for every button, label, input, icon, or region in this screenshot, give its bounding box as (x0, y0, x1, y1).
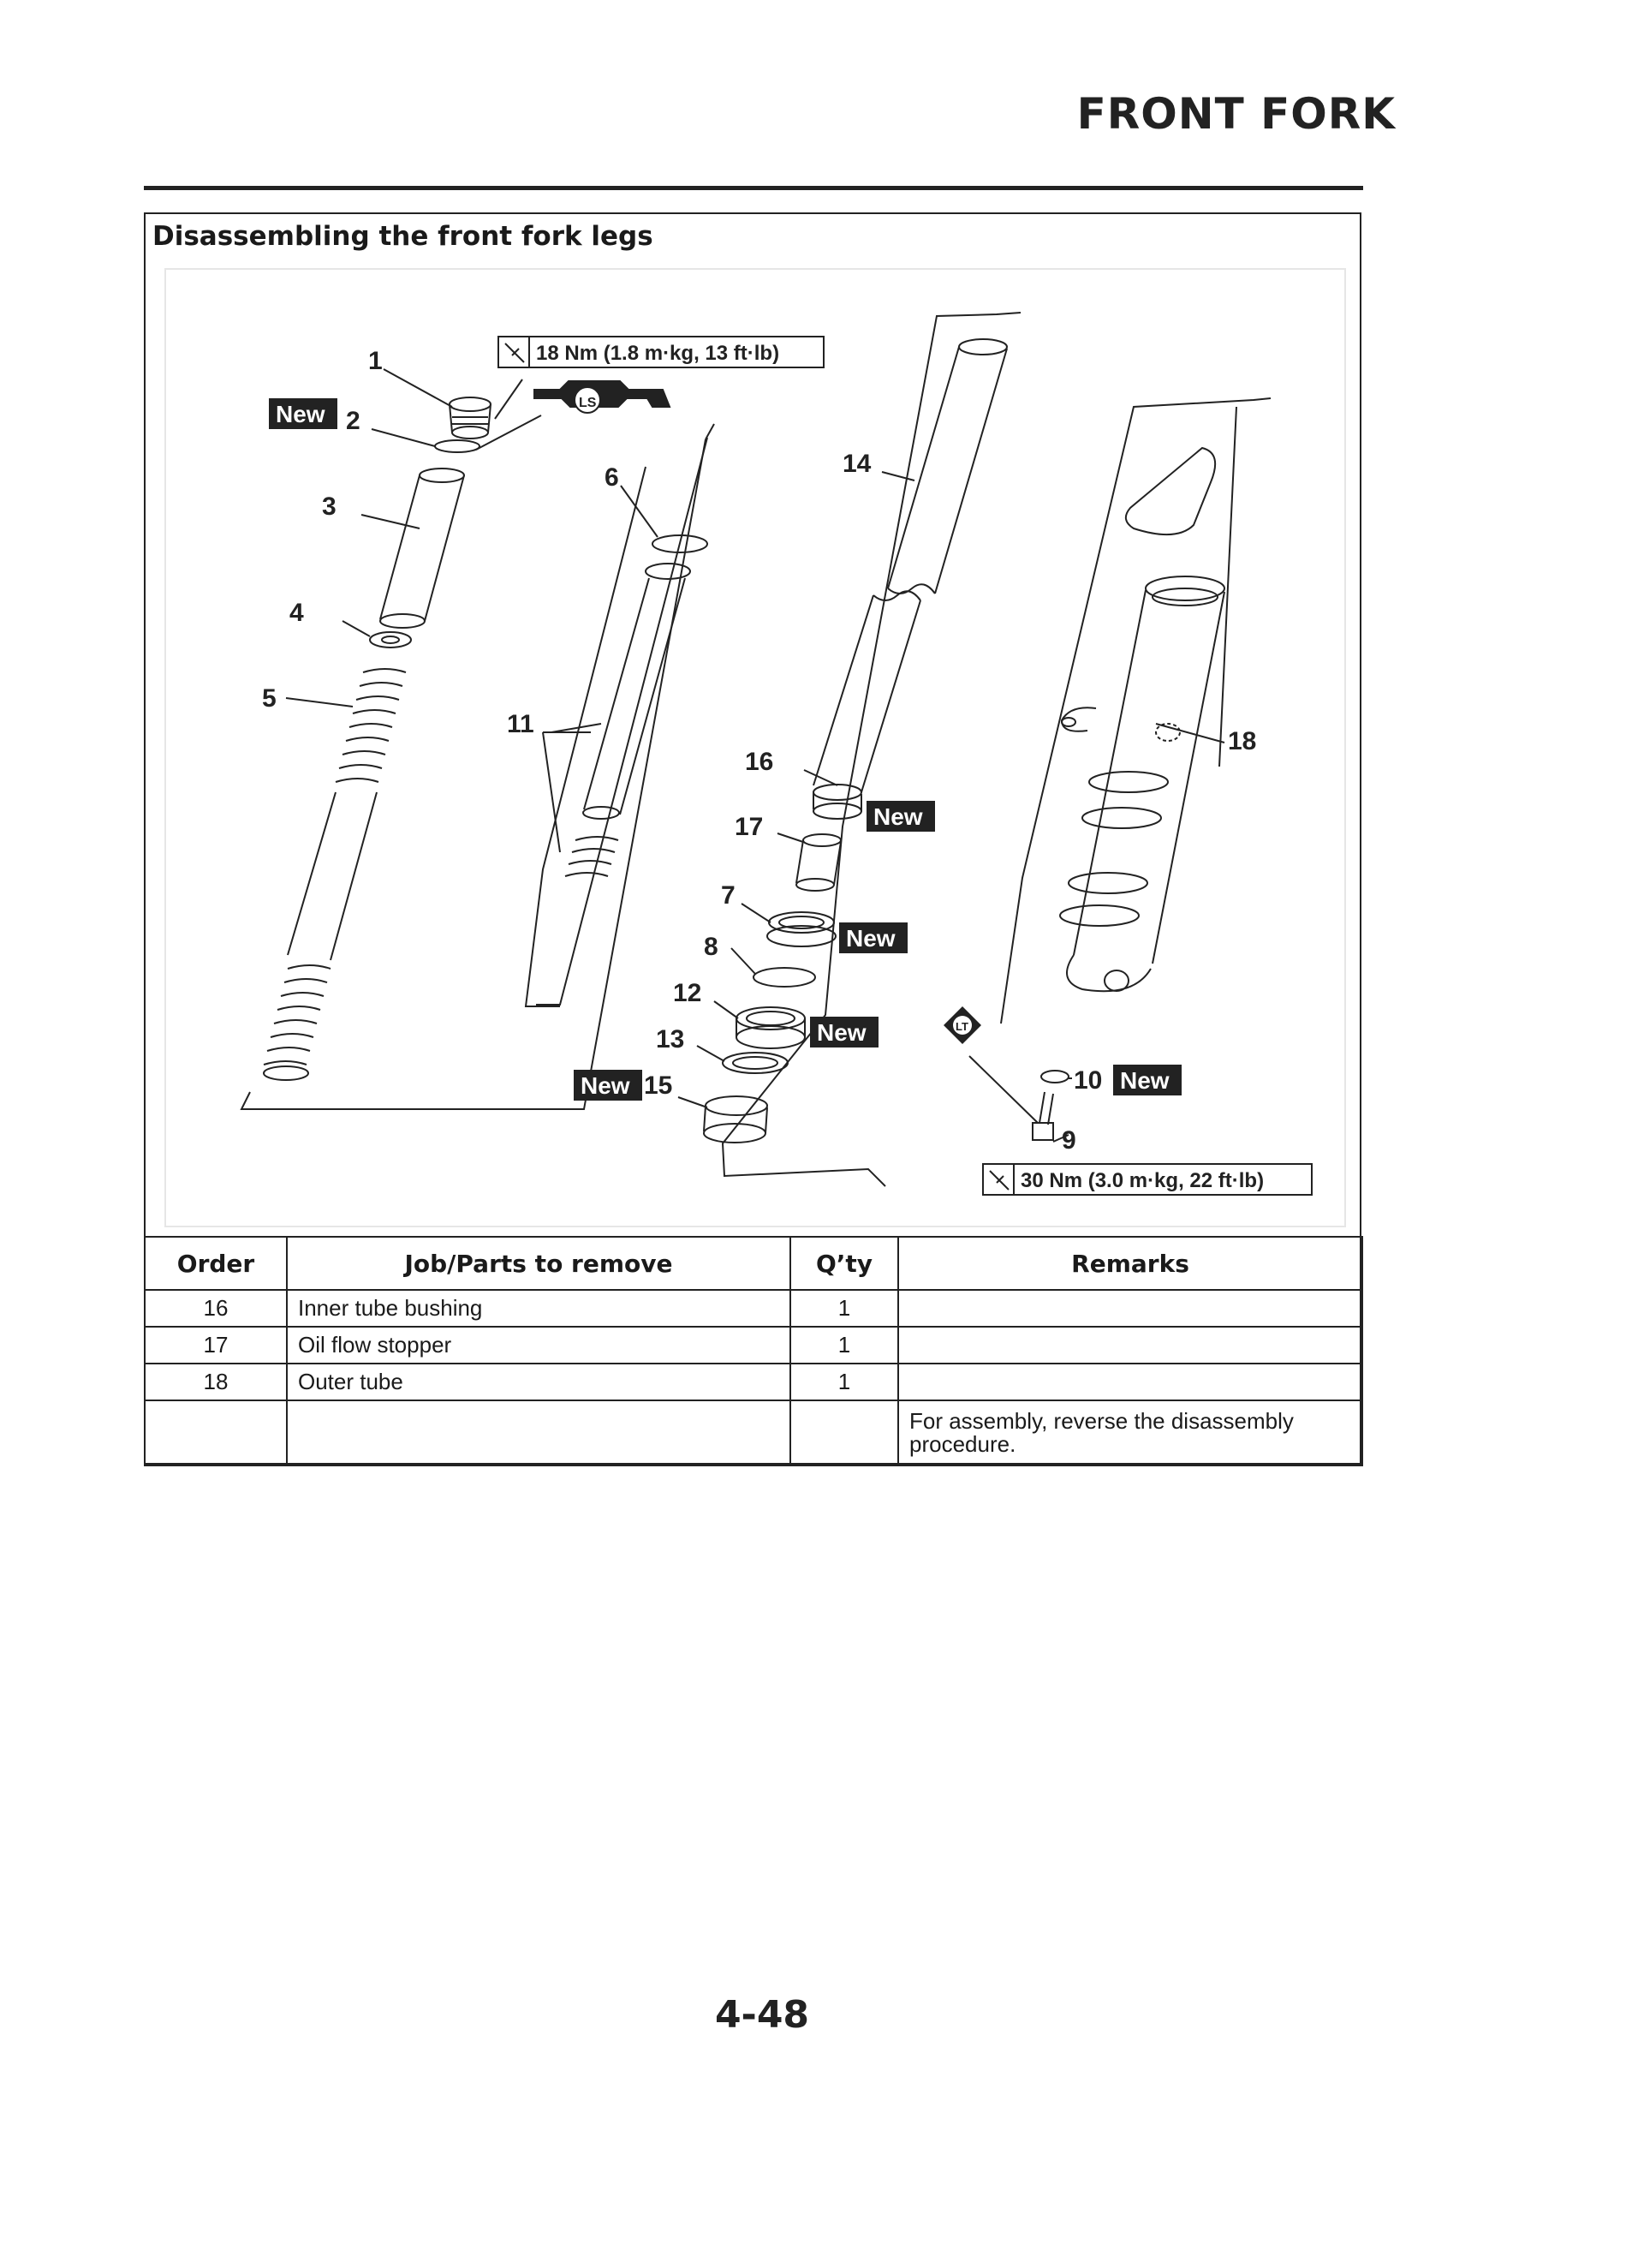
column-header-order: Order (145, 1237, 287, 1290)
cell-remarks (898, 1364, 1362, 1400)
callout-10: 10 (1074, 1066, 1103, 1095)
torque-spec-top-text: 18 Nm (1.8 m·kg, 13 ft·lb) (536, 342, 780, 365)
part-2-o-ring (435, 440, 480, 452)
callout-8: 8 (704, 933, 718, 961)
svg-text:New: New (276, 401, 325, 427)
part-1-cap-bolt (450, 397, 491, 439)
callout-9: 9 (1062, 1126, 1076, 1155)
torque-spec-bottom (983, 1164, 1312, 1195)
table-row (145, 1290, 1362, 1327)
table-row (145, 1364, 1362, 1400)
callout-7: 7 (721, 881, 736, 910)
new-label-part-2 (269, 398, 337, 429)
new-label-part-7 (839, 922, 908, 953)
part-4-washer (370, 632, 411, 648)
part-11-damper-rod (565, 564, 690, 876)
part-3-spacer (380, 469, 464, 628)
callout-11: 11 (507, 710, 534, 738)
part-12-oil-seal (736, 1007, 805, 1048)
part-16-inner-bushing (813, 785, 861, 819)
column-header-part: Job/Parts to remove (287, 1237, 790, 1290)
callout-2: 2 (346, 407, 360, 435)
page-header-title: FRONT FORK (1076, 89, 1396, 139)
part-18-outer-tube (1060, 448, 1224, 991)
new-label-part-16 (867, 801, 935, 832)
exploded-diagram (164, 268, 1346, 1227)
cell-order: 17 (145, 1327, 287, 1364)
group-outline-spring (241, 439, 706, 1109)
part-9-damper-bolt (1033, 1092, 1053, 1140)
svg-text:New: New (873, 803, 923, 830)
new-label-part-10 (1113, 1065, 1182, 1095)
cell-qty: 1 (790, 1327, 898, 1364)
cell-remarks (898, 1327, 1362, 1364)
cell-qty (790, 1400, 898, 1465)
column-header-qty: Q’ty (790, 1237, 898, 1290)
part-5-spring (264, 669, 406, 1080)
part-15-outer-bushing (704, 1096, 767, 1143)
part-10-copper-washer (1041, 1071, 1069, 1083)
callout-17: 17 (735, 813, 764, 841)
ls-grease-symbol (534, 381, 670, 407)
callout-15: 15 (644, 1071, 673, 1100)
callout-5: 5 (262, 684, 277, 713)
new-label-part-15 (574, 1070, 642, 1101)
callout-6: 6 (605, 463, 619, 492)
callout-4: 4 (289, 599, 304, 627)
callout-13: 13 (656, 1025, 685, 1053)
cell-qty: 1 (790, 1364, 898, 1400)
header-divider (144, 186, 1363, 190)
lt-locktite-symbol (944, 1006, 981, 1044)
svg-text:New: New (1120, 1067, 1170, 1094)
table-header-row (145, 1237, 1362, 1290)
torque-spec-top (498, 337, 824, 367)
cell-part (287, 1400, 790, 1465)
part-17-oil-flow-stopper (796, 834, 841, 891)
svg-text:New: New (581, 1072, 630, 1099)
torque-spec-bottom-text: 30 Nm (3.0 m·kg, 22 ft·lb) (1021, 1169, 1265, 1192)
column-header-remarks: Remarks (898, 1237, 1362, 1290)
cell-part: Outer tube (287, 1364, 790, 1400)
table-row (145, 1400, 1362, 1465)
group-outline-outer (1001, 398, 1271, 1024)
callout-3: 3 (322, 492, 337, 521)
new-label-part-12 (810, 1017, 879, 1047)
cell-order: 16 (145, 1290, 287, 1327)
svg-text:New: New (817, 1019, 867, 1046)
group-outline-outer-right (1219, 407, 1236, 767)
svg-text:New: New (846, 925, 896, 952)
callout-18: 18 (1228, 727, 1257, 755)
cell-order: 18 (145, 1364, 287, 1400)
cell-remarks-assembly: For assembly, reverse the disassembly procedure. (898, 1400, 1362, 1465)
cell-part: Inner tube bushing (287, 1290, 790, 1327)
part-8-stopper-ring (754, 968, 815, 987)
part-7-dust-seal (767, 912, 836, 946)
page-number: 4-48 (714, 1993, 810, 2037)
section-title: Disassembling the front fork legs (152, 221, 653, 252)
ls-symbol-text: LS (579, 396, 597, 410)
callout-14: 14 (843, 450, 872, 478)
callout-1: 1 (368, 347, 383, 375)
cell-part: Oil flow stopper (287, 1327, 790, 1364)
cell-order (145, 1400, 287, 1465)
part-14-inner-tube (813, 339, 1007, 792)
table-row (145, 1327, 1362, 1364)
cell-remarks (898, 1290, 1362, 1327)
cell-qty: 1 (790, 1290, 898, 1327)
group-outline-rod (536, 438, 707, 1005)
callout-16: 16 (745, 748, 774, 776)
callout-12: 12 (673, 979, 702, 1007)
group-outline-spring-edge (706, 424, 714, 439)
lt-symbol-text: LT (956, 1020, 968, 1033)
parts-table (144, 1236, 1363, 1466)
